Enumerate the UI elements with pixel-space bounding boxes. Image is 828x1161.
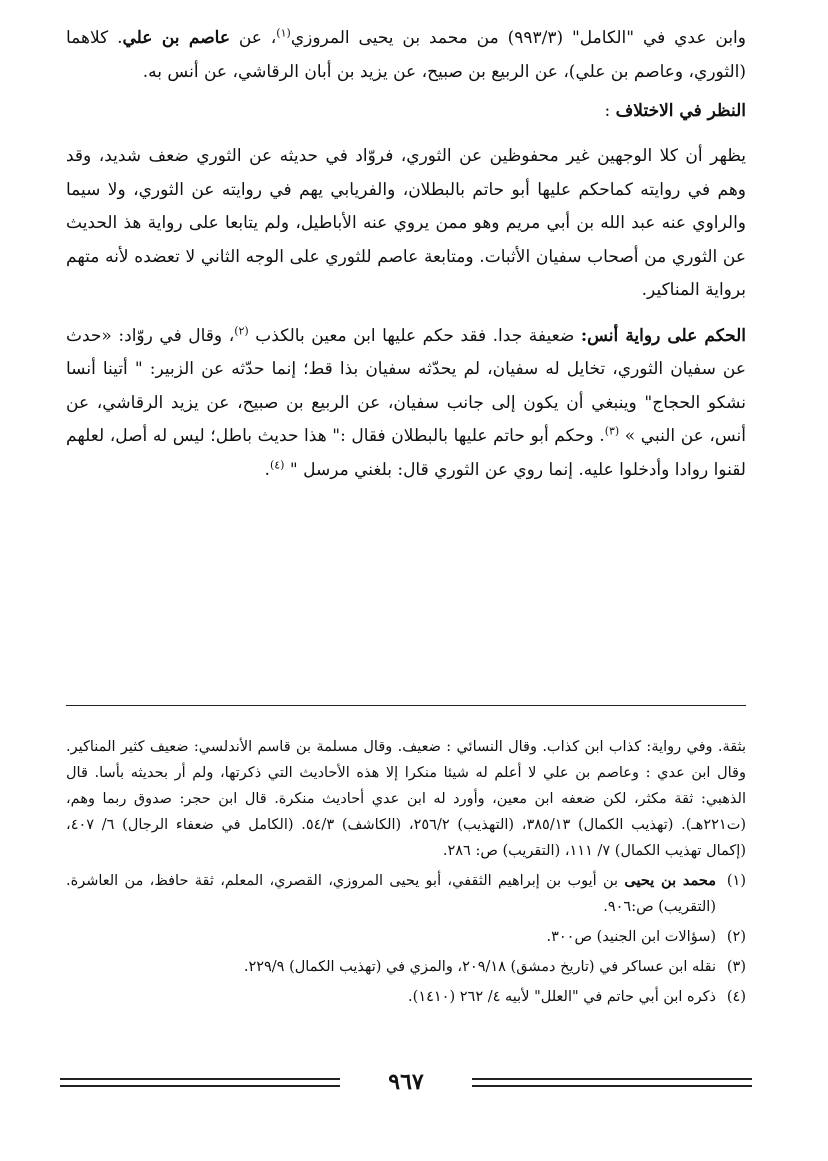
paragraph-text: . وحكم أبو حاتم عليها بالبطلان فقال :" هذا حديث باطل؛ ليس له أصل، لعلهم لقنوا روادا وأدخلوا عليه. إنما روي عن الثوري قال: بلغني مرسل " [66, 426, 746, 480]
paragraph-sources [66, 22, 746, 89]
footnote-continuation: بثقة. وفي رواية: كذاب ابن كذاب. وقال النسائي : ضعيف. وقال مسلمة بن قاسم الأندلسي: ضعيف كثير المناكير. وقال ابن عدي : وعاصم بن علي لا أعلم له شيئا منكرا إلا هذه الأحاديث التي ذكرتها، ولم أر بحديثه بأسا. قال الذهبي: ثقة مكثر، لكن ضعفه ابن معين، وأورد له ابن عدي أحاديث منكرة. قال ابن حجر: صدوق ربما وهم، (ت٢٢١هـ). (تهذيب الكمال) ٣٨٥/١٣، (التهذيب) ٢٥٦/٢، (الكاشف) ٥٤/٣. (الكامل في ضعفاء الرجال) ٦/ ٤٠٧، (إكمال تهذيب الكمال) ٧/ ١١١، (التقريب) ص: ٢٨٦. [66, 739, 746, 859]
footnote-text: بن أيوب بن إبراهيم الثقفي، أبو يحيى المروزي، القصري، المعلم، ثقة حافظ، من العاشرة.(التقريب) ص:٩٠٦. [66, 873, 716, 915]
section-heading [66, 95, 746, 128]
paragraph-analysis: يظهر أن كلا الوجهين غير محفوظين عن الثوري، فروّاد في حديثه عن الثوري ضعف شديد، وقد وهم في روايته كماحكم عليها أبو حاتم بالبطلان، والفريابي يهم في روايته عن الثوري، ولا سيما والراوي عنه عبد الله بن أبي مريم وهو ممن يروي عنه الأباطيل، ولم يتابعا على رواية هذ الحديث عن الثوري من أصحاب سفيان الأثبات. ومتابعة عاصم للثوري على الوجه الثاني لا تعضده لأنه متهم برواية المناكير. [66, 146, 746, 300]
narrator-name-bold: عاصم بن علي [122, 28, 230, 48]
footnote-3 [66, 954, 746, 980]
footnote-text: نقله ابن عساكر في (تاريخ دمشق) ٢٠٩/١٨، والمزي في (تهذيب الكمال) ٢٢٩/٩. [243, 959, 716, 975]
footnote-text: ذكره ابن أبي حاتم في "العلل" لأبيه ٤/ ٢٦٢ (١٤١٠). [408, 989, 716, 1005]
footnote-text: (سؤالات ابن الجنيد) ص٣٠٠. [546, 929, 716, 945]
footnote-number: (٢) [726, 929, 746, 945]
footnote-ref-3[interactable]: (٣) [604, 424, 620, 438]
paragraph-text: وابن عدي في "الكامل" (٩٩٣/٣) من محمد بن يحيى المروزي [290, 28, 746, 48]
footer-double-rule-right [472, 1078, 752, 1087]
paragraph-text: ، وقال في روّاد: «حدث عن سفيان الثوري، تخايل له سفيان، لم يحدّثه سفيان بذا قط؛ إنما حدّثه عن الزبير: " أتينا أنسا نشكو الحجاج" وينبغي أن يكون إلى جانب سفيان، عن الربيع بن صبيح، عن يزيد الرقاشي، عن أنس، عن النبي » [66, 325, 746, 446]
ruling-lead-bold: الحكم على رواية أنس: [580, 325, 746, 346]
footnote-ref-2[interactable]: (٢) [234, 323, 249, 337]
page-footer [60, 1068, 752, 1096]
paragraph-text: ضعيفة جدا. فقد حكم عليها ابن معين بالكذب [248, 325, 581, 346]
footnote-ref-1[interactable]: (١) [276, 26, 291, 40]
page-number: ٩٦٧ [388, 1069, 424, 1095]
section-heading-colon: : [604, 101, 616, 121]
section-heading-text: النظر في الاختلاف [615, 101, 746, 121]
paragraph-ruling [66, 320, 746, 488]
footnote-number: (٣) [726, 959, 746, 975]
paragraph-text: . كلاهما (الثوري، وعاصم بن علي)، عن الربيع بن صبيح، عن يزيد بن أبان الرقاشي، عن أنس به. [66, 28, 746, 82]
footnote-4 [66, 984, 746, 1010]
paragraph-text: ، عن [229, 28, 277, 48]
footnote-ref-4[interactable]: (٤) [269, 457, 285, 471]
footnotes-section [66, 734, 746, 1014]
footnote-divider [66, 705, 746, 706]
paragraph-text: . [264, 459, 270, 480]
footnote-bold-name: محمد بن يحيى [624, 872, 716, 889]
document-page [66, 22, 746, 1161]
footnote-2 [66, 924, 746, 950]
footnote-number: (١) [726, 873, 746, 889]
footnote-1 [66, 868, 746, 920]
footnote-number: (٤) [726, 989, 746, 1005]
footer-double-rule-left [60, 1078, 340, 1087]
